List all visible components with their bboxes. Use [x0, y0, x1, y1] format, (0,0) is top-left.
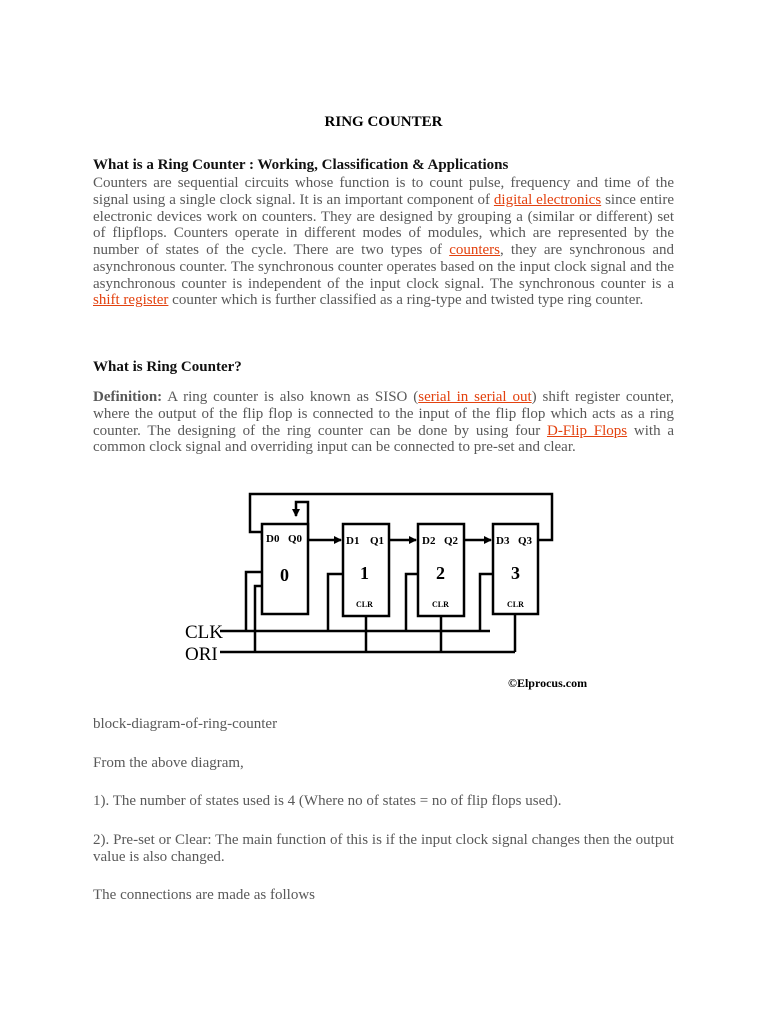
- intro-paragraph: [93, 175, 674, 309]
- serial-in-serial-out-link[interactable]: serial in serial out: [418, 389, 532, 405]
- ff0-d-label: D0: [266, 533, 280, 545]
- definition-text-3: with a common clock signal and overriding input can be connected to pre-set and clear.: [93, 422, 675, 456]
- section-heading-what-is-ring-counter: What is Ring Counter?: [93, 359, 242, 375]
- ff2-number: 2: [436, 563, 445, 583]
- clk-tap-3: [480, 574, 493, 631]
- clk-label: CLK: [185, 622, 223, 643]
- ff3-d-label: D3: [496, 535, 510, 547]
- digital-electronics-link[interactable]: digital electronics: [493, 191, 602, 208]
- ori-label: ORI: [185, 644, 218, 665]
- intro-text-3: , they are synchronous and asynchronous counter. The synchronous counter operates based on the input clock signal and the asynchronous counter is independent of the input clock signal. The synchronous counter is a: [93, 242, 674, 292]
- definition-label: Definition:: [93, 389, 163, 405]
- ring-counter-diagram-svg: [180, 486, 590, 696]
- section-heading-ring-counter-overview: What is a Ring Counter : Working, Classification & Applications: [93, 157, 509, 173]
- d-flip-flops-link[interactable]: D-Flip Flops: [546, 422, 628, 439]
- body-line-connections: The connections are made as follows: [93, 887, 316, 903]
- image-credit: ©Elprocus.com: [508, 676, 588, 690]
- shift-register-link[interactable]: shift register: [93, 292, 169, 309]
- ring-counter-block-diagram: [180, 486, 590, 696]
- intro-text-1: Counters are sequential circuits whose function is to count pulse, frequency and time of the signal using a single clock signal. It is an important component of: [93, 175, 674, 208]
- ff1-clr-label: CLR: [356, 600, 373, 609]
- body-line-preset-clear: 2). Pre-set or Clear: The main function of this is if the input clock signal changes then the output value is also changed.: [93, 832, 674, 865]
- body-line-states: 1). The number of states used is 4 (Where no of states = no of flip flops used).: [93, 793, 562, 809]
- intro-text-2: since entire electronic devices work on counters. They are designed by grouping a (similar or different) set of flipflops. Counters operate in different modes of modules, which are represented by the number of states of the cycle. There are two types of: [93, 191, 674, 258]
- figure-caption: block-diagram-of-ring-counter: [93, 716, 278, 732]
- ff1-number: 1: [360, 563, 369, 583]
- counters-link[interactable]: counters: [449, 242, 501, 258]
- ff3-number: 3: [511, 563, 520, 583]
- ff1-d-label: D1: [346, 535, 360, 547]
- definition-text-1: A ring counter is also known as SISO (: [162, 389, 419, 405]
- page-title: RING COUNTER: [324, 114, 443, 130]
- ff3-q-label: Q3: [518, 535, 533, 547]
- ff1-q-label: Q1: [370, 535, 385, 547]
- ff2-q-label: Q2: [444, 535, 459, 547]
- definition-paragraph: [93, 389, 674, 456]
- definition-text-2: ) shift register counter, where the output of the flip flop is connected to the input of the flip flop which acts as a ring counter. The designing of the ring counter can be done by using four: [93, 389, 674, 439]
- body-line-diagram-intro: From the above diagram,: [93, 755, 244, 771]
- ff3-clr-label: CLR: [507, 600, 524, 609]
- ff0-q-label: Q0: [288, 533, 303, 545]
- clk-tap-2: [406, 574, 418, 631]
- ff2-d-label: D2: [422, 535, 436, 547]
- ff2-clr-label: CLR: [432, 600, 449, 609]
- ff0-number: 0: [280, 565, 289, 585]
- clk-tap-1: [328, 574, 343, 631]
- intro-text-4: counter which is further classified as a ring-type and twisted type ring counter.: [168, 292, 644, 309]
